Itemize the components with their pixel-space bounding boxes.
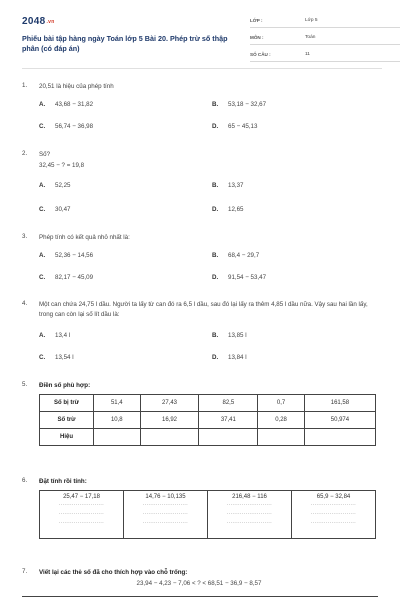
option-d[interactable]: [212, 354, 247, 361]
calculation-cell[interactable]: [208, 491, 292, 539]
table-row: [40, 395, 376, 412]
option-letter: D.: [212, 354, 219, 361]
option-b[interactable]: [212, 332, 247, 339]
calculation-table: [39, 490, 376, 539]
option-letter: B.: [212, 101, 219, 108]
question-7: [22, 568, 382, 594]
question-number: 3.: [22, 233, 28, 240]
question-text: Một can chứa 24,75 l dầu. Người ta lấy từ can đó ra 6,5 l dầu, sau đó lại lấy ra thêm 4,85 l dầu nữa. Vậy sau hai lần lấy, trong can còn lại số lít dầu là:: [39, 301, 368, 318]
option-text: 65 − 45,13: [228, 123, 258, 130]
question-5: [22, 381, 382, 456]
table-cell: 27,43: [140, 395, 199, 412]
dotted-line: ........................: [58, 510, 105, 516]
option-letter: B.: [212, 182, 219, 189]
option-letter: A.: [39, 101, 46, 108]
table-row: [40, 412, 376, 429]
calculation-cell[interactable]: [292, 491, 376, 539]
answer-cell[interactable]: [304, 429, 375, 446]
option-a[interactable]: [39, 182, 70, 189]
info-label: SỐ CÂU :: [250, 52, 271, 57]
calculation-expression: 25,47 − 17,18: [63, 494, 100, 500]
worksheet-title: Phiếu bài tập hàng ngày Toán lớp 5 Bài 20. Phép trừ số thập phân (có đáp án): [22, 34, 228, 53]
answer-cell[interactable]: [94, 429, 141, 446]
option-text: 43,68 − 31,82: [55, 101, 94, 108]
work-lines: [40, 500, 123, 527]
option-text: 82,17 − 45,09: [55, 274, 94, 281]
table-cell: 161,58: [304, 395, 375, 412]
inequality-expression: 23,94 − 4,23 − 7,06 < ? < 68,51 − 36,9 − 8,57: [136, 580, 262, 587]
option-text: 13,54 l: [55, 354, 74, 361]
work-lines: [124, 500, 207, 527]
option-text: 12,65: [228, 206, 244, 213]
option-text: 52,36 − 14,56: [55, 252, 94, 259]
option-text: 13,84 l: [228, 354, 247, 361]
option-letter: A.: [39, 252, 46, 259]
option-c[interactable]: [39, 274, 93, 281]
dotted-line: ........................: [310, 510, 357, 516]
table-cell: 37,41: [199, 412, 258, 429]
question-2: [22, 150, 382, 218]
info-label: MÔN :: [250, 35, 264, 40]
option-a[interactable]: [39, 252, 93, 259]
question-number: 4.: [22, 300, 28, 307]
calculation-expression: 216,48 − 116: [232, 494, 267, 500]
worksheet-info: [250, 16, 400, 67]
table-cell: 0,7: [258, 395, 305, 412]
table-row: [40, 491, 376, 539]
answer-cell[interactable]: [199, 429, 258, 446]
option-text: 53,18 − 32,67: [228, 101, 267, 108]
calculation-expression: 65,9 − 32,84: [316, 494, 351, 500]
question-1: [22, 82, 382, 138]
answer-cell[interactable]: [258, 429, 305, 446]
dotted-line: ........................: [226, 501, 273, 507]
option-text: 13,4 l: [55, 332, 71, 339]
option-letter: C.: [39, 206, 46, 213]
info-value: Toán: [305, 35, 316, 40]
dotted-line: ........................: [142, 510, 189, 516]
info-label: LỚP :: [250, 18, 263, 23]
dotted-line: ........................: [226, 510, 273, 516]
option-text: 56,74 − 36,98: [55, 123, 94, 130]
option-text: 13,37: [228, 182, 244, 189]
option-text: 52,25: [55, 182, 71, 189]
option-c[interactable]: [39, 123, 93, 130]
option-letter: A.: [39, 332, 46, 339]
option-letter: D.: [212, 274, 219, 281]
option-a[interactable]: [39, 332, 70, 339]
info-row-subject: [250, 33, 400, 45]
question-text: Phép tính có kết quả nhỏ nhất là:: [39, 234, 130, 241]
logo-text: 2048: [22, 16, 46, 27]
dotted-line: ........................: [310, 519, 357, 525]
number-cards-table-edge: [22, 596, 378, 600]
work-lines: [292, 500, 375, 527]
question-text: Số?: [39, 151, 51, 158]
table-cell: 51,4: [94, 395, 141, 412]
dotted-line: ........................: [226, 519, 273, 525]
question-3: [22, 233, 382, 289]
question-text: Điền số phù hợp:: [39, 382, 91, 389]
option-a[interactable]: [39, 101, 93, 108]
option-letter: C.: [39, 354, 46, 361]
question-number: 7.: [22, 568, 28, 575]
info-row-class: [250, 16, 400, 28]
option-b[interactable]: [212, 182, 243, 189]
table-cell: 50,974: [304, 412, 375, 429]
table-cell: 10,8: [94, 412, 141, 429]
dotted-line: ........................: [58, 501, 105, 507]
question-number: 2.: [22, 150, 28, 157]
option-letter: A.: [39, 182, 46, 189]
answer-cell[interactable]: [140, 429, 199, 446]
option-letter: B.: [212, 332, 219, 339]
option-letter: C.: [39, 274, 46, 281]
option-d[interactable]: [212, 274, 266, 281]
option-letter: D.: [212, 206, 219, 213]
question-text: Viết lại các thẻ số đã cho thích hợp vào chỗ trống:: [39, 569, 188, 576]
subtraction-table: [39, 394, 376, 446]
logo-suffix: .vn: [46, 19, 55, 25]
calculation-cell[interactable]: [40, 491, 124, 539]
question-number: 5.: [22, 381, 28, 388]
info-value: 11: [305, 52, 310, 57]
question-number: 6.: [22, 477, 28, 484]
option-letter: B.: [212, 252, 219, 259]
dotted-line: ........................: [310, 501, 357, 507]
info-row-question-count: [250, 50, 400, 62]
work-lines: [208, 500, 291, 527]
question-4: [22, 300, 382, 366]
info-value: Lớp 5: [305, 18, 318, 23]
option-d[interactable]: [212, 206, 243, 213]
question-equation: 32,45 − ? = 19,8: [39, 162, 85, 169]
dotted-line: ........................: [58, 519, 105, 525]
table-cell: 82,5: [199, 395, 258, 412]
question-number: 1.: [22, 82, 28, 89]
site-logo[interactable]: [22, 16, 55, 27]
row-header: Số trừ: [40, 412, 94, 429]
option-b[interactable]: [212, 252, 259, 259]
table-cell: 16,92: [140, 412, 199, 429]
worksheet-header: [22, 14, 382, 66]
option-d[interactable]: [212, 123, 257, 130]
table-row: [40, 429, 376, 446]
option-text: 13,85 l: [228, 332, 247, 339]
option-text: 30,47: [55, 206, 71, 213]
option-text: 68,4 − 29,7: [228, 252, 260, 259]
dotted-line: ........................: [142, 519, 189, 525]
question-6: [22, 477, 382, 547]
table-cell: 0,28: [258, 412, 305, 429]
option-letter: D.: [212, 123, 219, 130]
question-text: Đặt tính rồi tính:: [39, 478, 87, 485]
row-header: Hiệu: [40, 429, 94, 446]
option-c[interactable]: [39, 354, 74, 361]
option-text: 91,54 − 53,47: [228, 274, 267, 281]
calculation-expression: 14,76 − 10,135: [145, 494, 186, 500]
question-text: 20,51 là hiệu của phép tính: [39, 83, 114, 90]
row-header: Số bị trừ: [40, 395, 94, 412]
option-b[interactable]: [212, 101, 266, 108]
option-c[interactable]: [39, 206, 70, 213]
calculation-cell[interactable]: [124, 491, 208, 539]
header-divider: [22, 68, 382, 69]
dotted-line: ........................: [142, 501, 189, 507]
option-letter: C.: [39, 123, 46, 130]
